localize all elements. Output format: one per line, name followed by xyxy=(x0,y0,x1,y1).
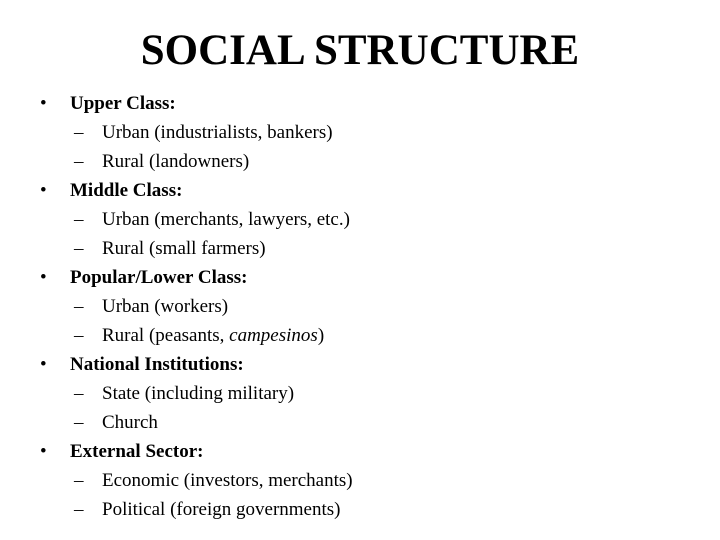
bullet-item-national-institutions xyxy=(40,350,700,379)
sub-item-text: Economic (investors, merchants) xyxy=(102,470,353,491)
bullet-heading: Upper Class: xyxy=(70,93,176,114)
dash-icon: – xyxy=(74,499,84,520)
sub-item xyxy=(40,321,700,350)
bullet-item-middle-class xyxy=(40,176,700,205)
bullet-heading: National Institutions: xyxy=(70,354,244,375)
dash-icon: – xyxy=(74,296,84,317)
sub-item-text-after: ) xyxy=(317,325,325,346)
sub-item xyxy=(40,292,700,321)
slide-title: SOCIAL STRUCTURE xyxy=(140,27,580,74)
sub-item-text: Urban (merchants, lawyers, etc.) xyxy=(102,209,350,230)
sub-item xyxy=(40,147,700,176)
sub-item xyxy=(40,379,700,408)
bullet-icon: • xyxy=(40,354,47,375)
dash-icon: – xyxy=(74,412,84,433)
bullet-heading: External Sector: xyxy=(70,441,204,462)
sub-item xyxy=(40,205,700,234)
sub-item-text: Urban (workers) xyxy=(102,296,229,317)
sub-item xyxy=(40,408,700,437)
bullet-list xyxy=(40,89,700,524)
sub-item-text: Rural (small farmers) xyxy=(102,238,266,259)
sub-item-text-italic: campesinos xyxy=(229,325,318,346)
dash-icon: – xyxy=(74,238,84,259)
sub-item-text: Rural (landowners) xyxy=(102,151,250,172)
sub-item-text: State (including military) xyxy=(102,383,295,404)
bullet-icon: • xyxy=(40,267,47,288)
sub-item-text-before: Rural (peasants, xyxy=(102,325,230,346)
sub-item xyxy=(40,495,700,524)
bullet-icon: • xyxy=(40,93,47,114)
bullet-heading: Popular/Lower Class: xyxy=(70,267,248,288)
dash-icon: – xyxy=(74,470,84,491)
sub-item-text: Urban (industrialists, bankers) xyxy=(102,122,333,143)
dash-icon: – xyxy=(74,325,84,346)
dash-icon: – xyxy=(74,151,84,172)
dash-icon: – xyxy=(74,122,84,143)
bullet-item-popular-lower-class xyxy=(40,263,700,292)
sub-item xyxy=(40,118,700,147)
bullet-item-upper-class xyxy=(40,89,700,118)
bullet-icon: • xyxy=(40,441,47,462)
sub-item-text: Political (foreign governments) xyxy=(102,499,341,520)
sub-item xyxy=(40,234,700,263)
sub-item xyxy=(40,466,700,495)
bullet-item-external-sector xyxy=(40,437,700,466)
bullet-icon: • xyxy=(40,180,47,201)
bullet-heading: Middle Class: xyxy=(70,180,183,201)
sub-item-text: Church xyxy=(102,412,158,433)
dash-icon: – xyxy=(74,209,84,230)
sub-item-text xyxy=(102,321,324,350)
dash-icon: – xyxy=(74,383,84,404)
